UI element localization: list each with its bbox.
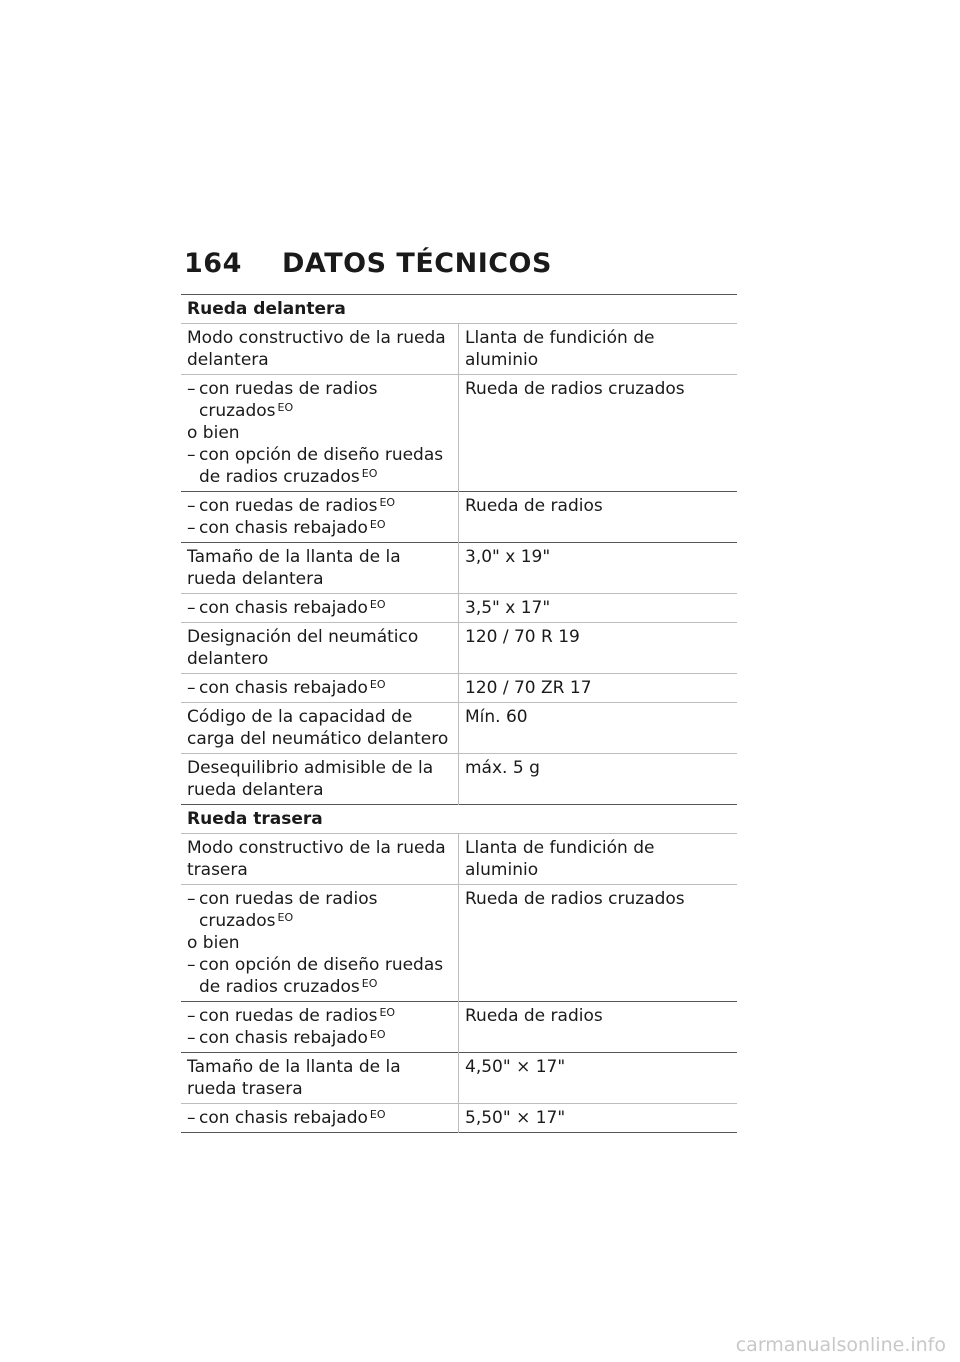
item-text: con opción de diseño ruedas de radios cruzados: [199, 445, 444, 487]
row-value: Rueda de radios: [465, 1006, 603, 1026]
item-text: con ruedas de radios cruzados: [199, 379, 378, 421]
row-value: 3,0" x 19": [465, 547, 551, 567]
list-item: – con ruedas de radios $^{EO}$: [187, 1006, 396, 1026]
list-item: – con chasis rebajado $^{EO}$: [187, 1108, 386, 1128]
row-label: Desequilibrio admisible de la rueda delantera: [181, 754, 459, 805]
row-label: [181, 1002, 459, 1053]
item-text: con chasis rebajado: [199, 678, 368, 698]
row-value: Llanta de fundición de aluminio: [465, 328, 655, 370]
row-label: Tamaño de la llanta de la rueda trasera: [181, 1053, 459, 1104]
row-value: Mín. 60: [465, 707, 528, 727]
list-item: – con chasis rebajado $^{EO}$: [187, 678, 386, 698]
or-text: o bien: [187, 933, 240, 953]
row-label: Modo constructivo de la rueda delantera: [181, 324, 459, 375]
eo-marker: EO: [369, 598, 386, 611]
item-text: con ruedas de radios cruzados: [199, 889, 378, 931]
watermark: carmanualsonline.info: [735, 1334, 946, 1356]
list-item: – con opción de diseño ruedas de radios cruzados $^{EO}$: [187, 955, 444, 997]
table-row: [181, 594, 737, 623]
eo-marker: EO: [369, 518, 386, 531]
section-title: Rueda trasera: [187, 809, 323, 829]
table-row: [181, 324, 737, 375]
specs-table: [181, 294, 737, 1133]
row-value: Rueda de radios cruzados: [465, 379, 685, 399]
table-row: [181, 492, 737, 543]
section-title: Rueda delantera: [187, 299, 346, 319]
row-value: Rueda de radios: [465, 496, 603, 516]
row-value: 4,50" × 17": [465, 1057, 566, 1077]
table-row: [181, 754, 737, 805]
row-label: [181, 674, 459, 703]
row-label: [181, 594, 459, 623]
table-row: [181, 1053, 737, 1104]
row-value: 120 / 70 ZR 17: [465, 678, 592, 698]
row-label: Modo constructivo de la rueda trasera: [181, 834, 459, 885]
table-row: [181, 703, 737, 754]
table-row: [181, 623, 737, 674]
table-row: [181, 375, 737, 492]
row-value: Llanta de fundición de aluminio: [465, 838, 655, 880]
list-item: – con chasis rebajado $^{EO}$: [187, 518, 386, 538]
row-value: Rueda de radios cruzados: [465, 889, 685, 909]
list-item: – con chasis rebajado $^{EO}$: [187, 1028, 386, 1048]
table-row: [181, 1002, 737, 1053]
list-item: – con ruedas de radios cruzados $^{EO}$: [187, 889, 378, 931]
table-row: [181, 885, 737, 1002]
item-text: con ruedas de radios: [199, 1006, 378, 1026]
eo-marker: EO: [369, 678, 386, 691]
row-label: [181, 1104, 459, 1133]
eo-marker: EO: [277, 911, 294, 924]
page-header: [184, 246, 552, 280]
eo-marker: EO: [379, 496, 396, 509]
item-text: con chasis rebajado: [199, 1028, 368, 1048]
item-text: con chasis rebajado: [199, 518, 368, 538]
list-item: – con ruedas de radios $^{EO}$: [187, 496, 396, 516]
table-row: [181, 543, 737, 594]
list-item: – con opción de diseño ruedas de radios cruzados $^{EO}$: [187, 445, 444, 487]
row-label: [181, 885, 459, 1002]
item-text: con ruedas de radios: [199, 496, 378, 516]
section-row-rear: [181, 805, 737, 834]
row-label: Tamaño de la llanta de la rueda delantera: [181, 543, 459, 594]
table-row: [181, 674, 737, 703]
row-value: 120 / 70 R 19: [465, 627, 580, 647]
page-number: 164: [184, 247, 242, 279]
list-item: – con chasis rebajado $^{EO}$: [187, 598, 386, 618]
table-row: [181, 1104, 737, 1133]
list-item: – con ruedas de radios cruzados $^{EO}$: [187, 379, 378, 421]
item-text: con chasis rebajado: [199, 1108, 368, 1128]
eo-marker: EO: [369, 1108, 386, 1121]
row-value: máx. 5 g: [465, 758, 540, 778]
table-row: [181, 834, 737, 885]
row-label: [181, 375, 459, 492]
page-title: DATOS TÉCNICOS: [282, 247, 552, 279]
or-text: o bien: [187, 423, 240, 443]
eo-marker: EO: [369, 1028, 386, 1041]
eo-marker: EO: [277, 401, 294, 414]
row-label: Código de la capacidad de carga del neumático delantero: [181, 703, 459, 754]
row-label: Designación del neumático delantero: [181, 623, 459, 674]
eo-marker: EO: [379, 1006, 396, 1019]
item-text: con chasis rebajado: [199, 598, 368, 618]
row-value: 3,5" x 17": [465, 598, 551, 618]
row-value: 5,50" × 17": [465, 1108, 566, 1128]
row-label: [181, 492, 459, 543]
eo-marker: EO: [361, 977, 378, 990]
eo-marker: EO: [361, 467, 378, 480]
section-row-front: [181, 295, 737, 324]
item-text: con opción de diseño ruedas de radios cruzados: [199, 955, 444, 997]
